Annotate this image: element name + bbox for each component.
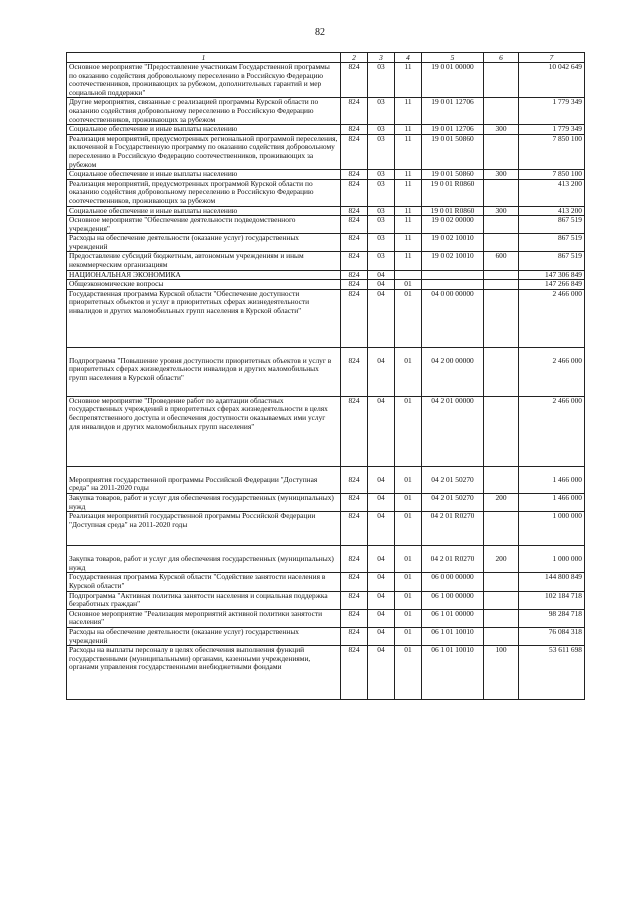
table-row xyxy=(67,179,585,206)
col-header-4: 4 xyxy=(395,53,422,63)
row-name: Расходы на обеспечение деятельности (оказание услуг) государственных учреждений xyxy=(67,234,341,252)
row-expense-type xyxy=(484,627,519,645)
table-row xyxy=(67,234,585,252)
page-number: 82 xyxy=(315,27,325,38)
table-row xyxy=(67,591,585,609)
row-subsection: 11 xyxy=(395,125,422,135)
row-amount: 1 000 000 xyxy=(519,512,585,546)
row-section: 04 xyxy=(368,270,395,280)
row-target-article: 19 0 01 12706 xyxy=(422,125,484,135)
row-grbs: 824 xyxy=(341,512,368,546)
table-row xyxy=(67,512,585,546)
row-section: 03 xyxy=(368,252,395,270)
row-name: Предоставление субсидий бюджетным, автономным учреждениям и иным некоммерческим организациям xyxy=(67,252,341,270)
row-subsection: 01 xyxy=(395,573,422,591)
row-name: Государственная программа Курской области "Содействие занятости населения в Курской области" xyxy=(67,573,341,591)
row-section: 04 xyxy=(368,646,395,700)
row-amount: 1 466 000 xyxy=(519,466,585,493)
row-subsection: 11 xyxy=(395,98,422,125)
row-grbs: 824 xyxy=(341,280,368,290)
row-section: 04 xyxy=(368,609,395,627)
row-name: Основное мероприятие "Предоставление участникам Государственной программы по оказанию содействия добровольному переселению в Российскую Федерацию соотечественников, проживающих за рубежом, дополнительных гарантий и мер социальной поддержки" xyxy=(67,63,341,98)
row-grbs: 824 xyxy=(341,170,368,180)
row-target-article: 06 1 01 00000 xyxy=(422,609,484,627)
table-row xyxy=(67,646,585,700)
row-amount: 413 200 xyxy=(519,179,585,206)
row-target-article: 06 1 01 10010 xyxy=(422,646,484,700)
row-name: Другие мероприятия, связанные с реализацией программы Курской области по оказанию содействия добровольному переселению в Российскую Федерацию соотечественников, проживающих за рубежом xyxy=(67,98,341,125)
row-amount: 53 611 698 xyxy=(519,646,585,700)
table-row xyxy=(67,466,585,493)
row-expense-type: 100 xyxy=(484,646,519,700)
row-section: 04 xyxy=(368,280,395,290)
row-name: НАЦИОНАЛЬНАЯ ЭКОНОМИКА xyxy=(67,270,341,280)
row-expense-type xyxy=(484,591,519,609)
col-header-2: 2 xyxy=(341,53,368,63)
row-target-article: 19 0 01 R0860 xyxy=(422,179,484,206)
row-grbs: 824 xyxy=(341,546,368,573)
row-section: 04 xyxy=(368,512,395,546)
row-subsection: 11 xyxy=(395,179,422,206)
row-target-article: 04 2 01 R0270 xyxy=(422,546,484,573)
row-expense-type xyxy=(484,289,519,347)
budget-table xyxy=(66,52,585,700)
row-grbs: 824 xyxy=(341,466,368,493)
row-section: 03 xyxy=(368,206,395,216)
row-section: 03 xyxy=(368,179,395,206)
row-section: 03 xyxy=(368,134,395,169)
row-target-article: 04 2 01 50270 xyxy=(422,466,484,493)
row-expense-type xyxy=(484,134,519,169)
row-name: Социальное обеспечение и иные выплаты населению xyxy=(67,125,341,135)
row-amount: 98 284 718 xyxy=(519,609,585,627)
row-amount: 1 779 349 xyxy=(519,98,585,125)
row-name: Расходы на обеспечение деятельности (оказание услуг) государственных учреждений xyxy=(67,627,341,645)
row-grbs: 824 xyxy=(341,98,368,125)
row-expense-type: 200 xyxy=(484,494,519,512)
row-target-article xyxy=(422,280,484,290)
row-expense-type xyxy=(484,179,519,206)
row-expense-type xyxy=(484,234,519,252)
table-header-row xyxy=(67,53,585,63)
row-subsection: 01 xyxy=(395,546,422,573)
row-amount: 10 042 649 xyxy=(519,63,585,98)
row-grbs: 824 xyxy=(341,609,368,627)
row-subsection: 01 xyxy=(395,512,422,546)
row-section: 04 xyxy=(368,289,395,347)
row-section: 03 xyxy=(368,216,395,234)
row-grbs: 824 xyxy=(341,396,368,466)
row-section: 03 xyxy=(368,234,395,252)
row-amount: 7 850 100 xyxy=(519,170,585,180)
row-name: Основное мероприятие "Реализация мероприятий активной политики занятости населения" xyxy=(67,609,341,627)
table-row xyxy=(67,125,585,135)
row-grbs: 824 xyxy=(341,627,368,645)
col-header-1: 1 xyxy=(67,53,341,63)
row-name: Реализация мероприятий, предусмотренных программой Курской области по оказанию содействия добровольному переселению в Российскую Федерацию соотечественников, проживающих за рубежом xyxy=(67,179,341,206)
row-name: Общеэкономические вопросы xyxy=(67,280,341,290)
row-section: 04 xyxy=(368,494,395,512)
table-row xyxy=(67,98,585,125)
row-subsection: 01 xyxy=(395,494,422,512)
row-target-article: 19 0 02 10010 xyxy=(422,234,484,252)
row-expense-type xyxy=(484,609,519,627)
row-expense-type xyxy=(484,98,519,125)
row-section: 04 xyxy=(368,396,395,466)
row-section: 03 xyxy=(368,170,395,180)
row-subsection: 01 xyxy=(395,466,422,493)
row-name: Основное мероприятие "Проведение работ по адаптации областных государственных учреждений в приоритетных сферах жизнедеятельности в целях беспрепятственного доступа и обеспечения доступности оказываемых ими услуг для инвалидов и других маломобильных групп населения" xyxy=(67,396,341,466)
row-expense-type: 200 xyxy=(484,546,519,573)
row-grbs: 824 xyxy=(341,591,368,609)
row-target-article: 19 0 01 50860 xyxy=(422,134,484,169)
table-row xyxy=(67,494,585,512)
col-header-7: 7 xyxy=(519,53,585,63)
row-amount: 102 184 718 xyxy=(519,591,585,609)
row-subsection: 01 xyxy=(395,347,422,396)
row-target-article xyxy=(422,270,484,280)
row-name: Подпрограмма "Повышение уровня доступности приоритетных объектов и услуг в приоритетных сферах жизнедеятельности инвалидов и других маломобильных групп населения в Курской области" xyxy=(67,347,341,396)
row-section: 04 xyxy=(368,627,395,645)
row-target-article: 06 1 01 10010 xyxy=(422,627,484,645)
table-row xyxy=(67,609,585,627)
row-subsection: 11 xyxy=(395,63,422,98)
row-name: Основное мероприятие "Обеспечение деятельности подведомственного учреждения" xyxy=(67,216,341,234)
row-subsection: 11 xyxy=(395,134,422,169)
row-subsection: 11 xyxy=(395,170,422,180)
row-section: 04 xyxy=(368,591,395,609)
row-expense-type xyxy=(484,216,519,234)
row-grbs: 824 xyxy=(341,573,368,591)
table-row xyxy=(67,396,585,466)
row-grbs: 824 xyxy=(341,134,368,169)
row-target-article: 04 2 01 00000 xyxy=(422,396,484,466)
row-section: 04 xyxy=(368,546,395,573)
row-amount: 867 519 xyxy=(519,234,585,252)
table-row xyxy=(67,63,585,98)
table-row xyxy=(67,347,585,396)
row-amount: 1 779 349 xyxy=(519,125,585,135)
row-grbs: 824 xyxy=(341,252,368,270)
table-row xyxy=(67,627,585,645)
row-subsection: 01 xyxy=(395,280,422,290)
table-row xyxy=(67,252,585,270)
row-name: Подпрограмма "Активная политика занятости населения и социальная поддержка безработных граждан" xyxy=(67,591,341,609)
row-expense-type xyxy=(484,466,519,493)
row-amount: 147 266 849 xyxy=(519,280,585,290)
row-grbs: 824 xyxy=(341,270,368,280)
row-amount: 2 466 000 xyxy=(519,347,585,396)
row-name: Расходы на выплаты персоналу в целях обеспечения выполнения функций государственными (муниципальными) органами, казенными учреждениями, органами управления государственными внебюджетными фондами xyxy=(67,646,341,700)
row-grbs: 824 xyxy=(341,234,368,252)
row-amount: 1 000 000 xyxy=(519,546,585,573)
row-target-article: 04 0 00 00000 xyxy=(422,289,484,347)
row-grbs: 824 xyxy=(341,289,368,347)
row-grbs: 824 xyxy=(341,216,368,234)
row-section: 03 xyxy=(368,125,395,135)
row-grbs: 824 xyxy=(341,206,368,216)
row-grbs: 824 xyxy=(341,494,368,512)
row-name: Социальное обеспечение и иные выплаты населению xyxy=(67,170,341,180)
table-row xyxy=(67,546,585,573)
row-amount: 1 466 000 xyxy=(519,494,585,512)
row-grbs: 824 xyxy=(341,646,368,700)
row-expense-type xyxy=(484,573,519,591)
row-amount: 147 306 849 xyxy=(519,270,585,280)
row-target-article: 06 1 00 00000 xyxy=(422,591,484,609)
row-target-article: 19 0 02 00000 xyxy=(422,216,484,234)
row-amount: 2 466 000 xyxy=(519,289,585,347)
row-expense-type xyxy=(484,63,519,98)
row-amount: 413 200 xyxy=(519,206,585,216)
row-grbs: 824 xyxy=(341,125,368,135)
row-expense-type xyxy=(484,512,519,546)
row-target-article: 19 0 02 10010 xyxy=(422,252,484,270)
row-expense-type xyxy=(484,280,519,290)
row-grbs: 824 xyxy=(341,179,368,206)
row-subsection: 01 xyxy=(395,609,422,627)
row-section: 04 xyxy=(368,573,395,591)
row-subsection: 01 xyxy=(395,289,422,347)
row-expense-type xyxy=(484,347,519,396)
row-subsection: 11 xyxy=(395,234,422,252)
row-name: Мероприятия государственной программы Российской Федерации "Доступная среда" на 2011-2020 годы xyxy=(67,466,341,493)
row-expense-type: 300 xyxy=(484,170,519,180)
row-section: 03 xyxy=(368,98,395,125)
row-target-article: 19 0 01 12706 xyxy=(422,98,484,125)
table-row xyxy=(67,134,585,169)
row-amount: 867 519 xyxy=(519,252,585,270)
row-expense-type xyxy=(484,396,519,466)
row-expense-type xyxy=(484,270,519,280)
row-amount: 76 084 318 xyxy=(519,627,585,645)
row-target-article: 06 0 00 00000 xyxy=(422,573,484,591)
row-amount: 7 850 100 xyxy=(519,134,585,169)
table-row xyxy=(67,573,585,591)
table-row xyxy=(67,216,585,234)
row-name: Реализация мероприятий, предусмотренных региональной программой переселения, включенной в Государственную программу по оказанию содействия добровольному переселению в Российскую Федерацию соотечественников, проживающих за рубежом xyxy=(67,134,341,169)
row-expense-type: 300 xyxy=(484,125,519,135)
row-section: 04 xyxy=(368,347,395,396)
table-row xyxy=(67,289,585,347)
row-name: Закупка товаров, работ и услуг для обеспечения государственных (муниципальных) нужд xyxy=(67,546,341,573)
row-target-article: 04 2 01 R0270 xyxy=(422,512,484,546)
row-subsection: 01 xyxy=(395,646,422,700)
row-subsection: 01 xyxy=(395,396,422,466)
col-header-3: 3 xyxy=(368,53,395,63)
table-row xyxy=(67,280,585,290)
row-amount: 144 800 849 xyxy=(519,573,585,591)
row-name: Социальное обеспечение и иные выплаты населению xyxy=(67,206,341,216)
row-expense-type: 300 xyxy=(484,206,519,216)
row-target-article: 19 0 01 R0860 xyxy=(422,206,484,216)
row-section: 03 xyxy=(368,63,395,98)
row-target-article: 19 0 01 00000 xyxy=(422,63,484,98)
col-header-5: 5 xyxy=(422,53,484,63)
row-target-article: 04 2 00 00000 xyxy=(422,347,484,396)
row-amount: 2 466 000 xyxy=(519,396,585,466)
row-target-article: 19 0 01 50860 xyxy=(422,170,484,180)
row-subsection: 11 xyxy=(395,216,422,234)
row-section: 04 xyxy=(368,466,395,493)
row-target-article: 04 2 01 50270 xyxy=(422,494,484,512)
row-subsection: 11 xyxy=(395,206,422,216)
row-grbs: 824 xyxy=(341,347,368,396)
row-name: Реализация мероприятий государственной программы Российской Федерации "Доступная среда" на 2011-2020 годы xyxy=(67,512,341,546)
table-row xyxy=(67,170,585,180)
row-expense-type: 600 xyxy=(484,252,519,270)
row-grbs: 824 xyxy=(341,63,368,98)
row-subsection: 11 xyxy=(395,252,422,270)
row-amount: 867 519 xyxy=(519,216,585,234)
row-name: Закупка товаров, работ и услуг для обеспечения государственных (муниципальных) нужд xyxy=(67,494,341,512)
col-header-6: 6 xyxy=(484,53,519,63)
row-subsection: 01 xyxy=(395,627,422,645)
row-name: Государственная программа Курской области "Обеспечение доступности приоритетных объектов и услуг в приоритетных сферах жизнедеятельности инвалидов и других маломобильных групп населения в Курской области" xyxy=(67,289,341,347)
row-subsection: 01 xyxy=(395,591,422,609)
